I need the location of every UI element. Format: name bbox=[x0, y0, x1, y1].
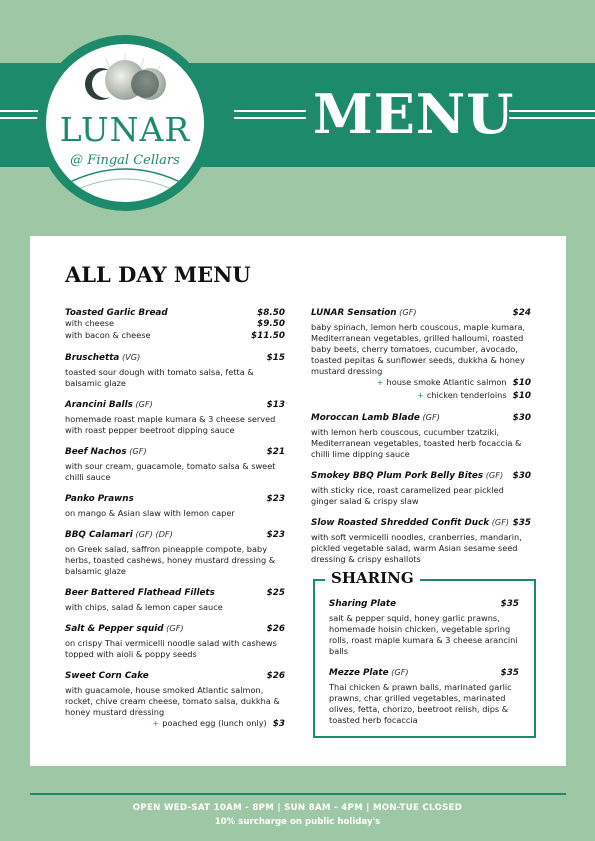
menu-item-diet-tag: (GF) (DF) bbox=[135, 529, 173, 539]
menu-item-diet-tag: (GF) bbox=[422, 412, 440, 422]
menu-item-title bbox=[329, 598, 396, 609]
menu-item-title bbox=[311, 307, 417, 318]
menu-item-description: with sour cream, guacamole, tomato salsa & sweet chilli sauce bbox=[65, 461, 276, 482]
menu-item bbox=[65, 352, 285, 389]
menu-item-header bbox=[329, 667, 519, 678]
menu-item-title bbox=[65, 587, 215, 598]
sharing-heading: SHARING bbox=[325, 569, 420, 587]
variant-label: with bacon & cheese bbox=[65, 330, 151, 340]
menu-item-price: $24 bbox=[512, 308, 531, 318]
menu-item-description: with lemon herb couscous, cucumber tzatziki, Mediterranean vegetables, toasted herb focaccia & chilli lime dipping sauce bbox=[311, 427, 522, 459]
menu-item-header bbox=[65, 587, 285, 598]
menu-item-title bbox=[65, 352, 140, 363]
menu-item-title bbox=[65, 399, 153, 410]
menu-item bbox=[311, 307, 531, 402]
menu-item-price: $21 bbox=[266, 447, 285, 457]
menu-item-addon bbox=[65, 718, 285, 731]
footer-divider bbox=[30, 793, 566, 795]
variant-price: $9.50 bbox=[257, 319, 285, 329]
menu-item-name: Sweet Corn Cake bbox=[65, 671, 149, 681]
plus-icon: + bbox=[152, 718, 160, 728]
menu-item-price: $8.50 bbox=[257, 308, 285, 318]
menu-item-description: salt & pepper squid, honey garlic prawns, homemade hoisin chicken, vegetable spring rolls, roast maple kumara & 3 cheese arancini balls bbox=[329, 613, 518, 656]
menu-item bbox=[311, 517, 531, 565]
menu-item-price: $13 bbox=[266, 400, 285, 410]
menu-item-header bbox=[65, 623, 285, 634]
opening-hours: OPEN WED-SAT 10AM - 8PM | SUN 8AM - 4PM | MON-TUE CLOSED bbox=[132, 803, 463, 813]
menu-item-title bbox=[311, 517, 509, 528]
menu-item-price: $30 bbox=[512, 471, 531, 481]
menu-item-name: Smokey BBQ Plum Pork Belly Bites bbox=[311, 471, 484, 481]
menu-item-name: Salt & Pepper squid bbox=[65, 624, 164, 634]
plus-icon: + bbox=[416, 389, 424, 400]
menu-item bbox=[65, 587, 285, 613]
variant-price: $11.50 bbox=[251, 331, 285, 341]
menu-item-price: $25 bbox=[266, 588, 285, 598]
sharing-items bbox=[329, 598, 519, 736]
menu-item-description: on Greek salad, saffron pineapple compote, baby herbs, toasted cashews, honey mustard dressing & balsamic glaze bbox=[65, 544, 276, 576]
menu-item-header bbox=[311, 307, 531, 318]
band-line-right bbox=[509, 110, 595, 112]
surcharge-note: 10% surcharge on public holiday's bbox=[214, 817, 381, 827]
menu-item-addon bbox=[311, 390, 531, 403]
menu-item-description: with guacamole, house smoked Atlantic salmon, rocket, chive cream cheese, tomato salsa, dukkha & honey mustard dressing bbox=[65, 685, 280, 717]
band-line-mid-2 bbox=[234, 117, 306, 119]
variant-label: with cheese bbox=[65, 318, 115, 328]
menu-item-name: Beef Nachos bbox=[65, 447, 127, 457]
menu-item-title bbox=[65, 446, 147, 457]
menu-item-price: $15 bbox=[266, 353, 285, 363]
menu-item-name: LUNAR Sensation bbox=[311, 308, 397, 318]
menu-item-name: Slow Roasted Shredded Confit Duck bbox=[311, 518, 490, 528]
menu-item bbox=[329, 598, 519, 657]
menu-item-price: $26 bbox=[266, 671, 285, 681]
logo-brand-name: LUNAR bbox=[59, 110, 191, 149]
menu-item-price: $35 bbox=[512, 518, 531, 528]
menu-item-diet-tag: (GF) bbox=[129, 446, 147, 456]
menu-item-name: BBQ Calamari bbox=[65, 530, 133, 540]
menu-item-diet-tag: (GF) bbox=[485, 470, 504, 480]
menu-item bbox=[65, 493, 285, 519]
addon-label: poached egg (lunch only) bbox=[162, 718, 267, 728]
menu-item-title bbox=[311, 412, 440, 423]
menu-item-name: Mezze Plate bbox=[329, 668, 389, 678]
menu-item-diet-tag: (VG) bbox=[121, 352, 141, 362]
menu-item-title bbox=[329, 667, 409, 678]
menu-item-diet-tag: (GF) bbox=[135, 399, 153, 409]
band-line-right-2 bbox=[509, 117, 595, 119]
plus-icon: + bbox=[376, 377, 384, 387]
menu-item-header bbox=[65, 352, 285, 363]
menu-item-price: $35 bbox=[500, 599, 519, 609]
menu-item-diet-tag: (GF) bbox=[391, 667, 409, 677]
menu-item bbox=[65, 529, 285, 577]
menu-item-name: Beer Battered Flathead Fillets bbox=[65, 588, 215, 598]
menu-item bbox=[65, 623, 285, 660]
logo-subtitle: @ Fingal Cellars bbox=[70, 153, 180, 168]
menu-item-variant bbox=[65, 330, 285, 342]
menu-item-header bbox=[329, 598, 519, 609]
menu-item-header bbox=[311, 470, 531, 481]
band-line-mid bbox=[234, 110, 306, 112]
menu-item-diet-tag: (GF) bbox=[166, 623, 184, 633]
menu-item-description: on crispy Thai vermicelli noodle salad with cashews topped with aioli & poppy seeds bbox=[65, 638, 277, 659]
menu-item bbox=[311, 470, 531, 507]
menu-item-header bbox=[65, 446, 285, 457]
addon-label: house smoke Atlantic salmon bbox=[386, 377, 507, 387]
menu-item-price: $30 bbox=[512, 413, 531, 423]
menu-item-name: Panko Prawns bbox=[65, 494, 134, 504]
menu-column-left bbox=[65, 307, 285, 741]
menu-item-description: toasted sour dough with tomato salsa, fetta & balsamic glaze bbox=[65, 367, 254, 388]
menu-item-description: with soft vermicelli noodles, cranberries, mandarin, pickled vegetable salad, warm Asian sesame seed dressing & crispy eshallots bbox=[311, 532, 522, 564]
menu-item-description: homemade roast maple kumara & 3 cheese served with roast pepper beetroot dipping sauce bbox=[65, 414, 276, 435]
menu-title: MENU bbox=[313, 82, 515, 146]
menu-item-name: Arancini Balls bbox=[65, 400, 133, 410]
addon-price: $10 bbox=[512, 390, 531, 401]
menu-item-description: on mango & Asian slaw with lemon caper bbox=[65, 508, 235, 518]
menu-column-right bbox=[311, 307, 531, 575]
menu-item-name: Moroccan Lamb Blade bbox=[311, 413, 420, 423]
menu-item-price: $23 bbox=[266, 494, 285, 504]
menu-item-description: Thai chicken & prawn balls, marinated garlic prawns, char grilled vegetables, marinated olives, fetta, chorizo, beetroot relish, dips & toasted herb focaccia bbox=[329, 682, 512, 725]
menu-item-price: $35 bbox=[500, 668, 519, 678]
menu-item-title bbox=[311, 470, 503, 481]
menu-item-header bbox=[65, 307, 285, 318]
addon-price: $10 bbox=[512, 378, 531, 388]
menu-item-header bbox=[65, 493, 285, 504]
all-day-menu-heading: ALL DAY MENU bbox=[65, 262, 251, 287]
menu-item-addon bbox=[311, 377, 531, 390]
addon-price: $3 bbox=[272, 719, 285, 729]
menu-item-header bbox=[311, 412, 531, 423]
menu-item bbox=[65, 307, 285, 342]
menu-item bbox=[311, 412, 531, 460]
menu-item-title bbox=[65, 670, 149, 681]
menu-item bbox=[65, 670, 285, 731]
menu-item-header bbox=[311, 517, 531, 528]
menu-item bbox=[65, 446, 285, 483]
menu-item-header bbox=[65, 399, 285, 410]
menu-item-description: with chips, salad & lemon caper sauce bbox=[65, 602, 223, 612]
menu-item-price: $26 bbox=[266, 624, 285, 634]
menu-item bbox=[65, 399, 285, 436]
menu-item-diet-tag: (GF) bbox=[491, 517, 510, 527]
menu-item-variant bbox=[65, 318, 285, 330]
menu-item-description: baby spinach, lemon herb couscous, maple kumara, Mediterranean vegetables, grilled halloumi, roasted baby beets, cherry tomatoes, cucumber, avocado, toasted pepitas & sunflower seeds, dukkha & honey mustard dressing bbox=[311, 322, 526, 376]
menu-item-description: with sticky rice, roast caramelized pear pickled ginger salad & crispy slaw bbox=[311, 485, 504, 506]
menu-item-name: Sharing Plate bbox=[329, 599, 397, 609]
menu-item-header bbox=[65, 529, 285, 540]
menu-item-header bbox=[65, 670, 285, 681]
menu-item bbox=[329, 667, 519, 726]
menu-item-price: $23 bbox=[266, 530, 285, 540]
menu-item-title bbox=[65, 529, 173, 540]
menu-item-title bbox=[65, 307, 168, 318]
menu-item-title bbox=[65, 493, 134, 504]
menu-item-diet-tag: (GF) bbox=[399, 307, 417, 317]
menu-item-name: Toasted Garlic Bread bbox=[65, 308, 168, 318]
logo bbox=[46, 44, 204, 202]
addon-label: chicken tenderloins bbox=[426, 389, 507, 400]
menu-item-name: Bruschetta bbox=[65, 353, 120, 363]
menu-item-title bbox=[65, 623, 184, 634]
